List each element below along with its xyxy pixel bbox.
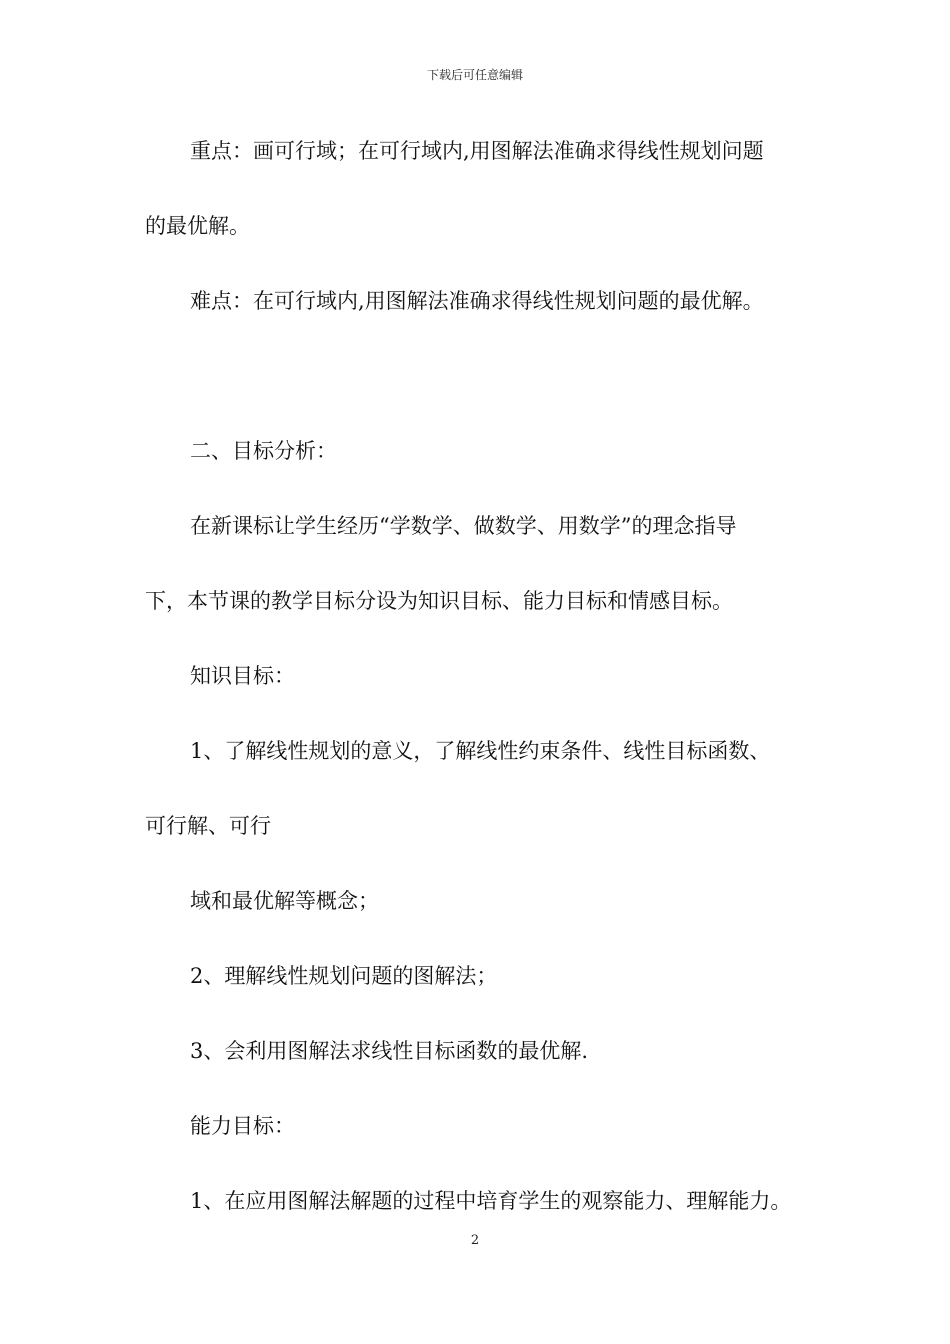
paragraph-goal-intro: 在新课标让学生经历“学数学、做数学、用数学”的理念指导 [190, 514, 737, 538]
paragraph-key-points: 重点：画可行域；在可行域内,用图解法准确求得线性规划问题 [190, 139, 764, 163]
subheading-ability-goals: 能力目标： [190, 1114, 295, 1138]
list-item-knowledge-3: 3、会利用图解法求线性目标函数的最优解. [190, 1039, 589, 1063]
paragraph-goal-intro-cont: 下，本节课的教学目标分设为知识目标、能力目标和情感目标。 [145, 589, 733, 613]
page-header: 下载后可任意编辑 [426, 68, 523, 82]
page-number: 2 [470, 1233, 480, 1248]
subheading-knowledge-goals: 知识目标： [190, 664, 295, 688]
list-item-knowledge-2: 2、理解线性规划问题的图解法； [190, 964, 498, 988]
section-heading-goal-analysis: 二、目标分析： [190, 439, 337, 463]
paragraph-difficult-points: 难点：在可行域内,用图解法准确求得线性规划问题的最优解。 [190, 289, 764, 313]
list-item-knowledge-1-cont2: 域和最优解等概念； [190, 889, 379, 913]
list-item-knowledge-1: 1、了解线性规划的意义，了解线性约束条件、线性目标函数、 [190, 739, 771, 763]
paragraph-key-points-cont: 的最优解。 [145, 214, 250, 238]
list-item-knowledge-1-cont: 可行解、可行 [145, 814, 271, 838]
list-item-ability-1: 1、在应用图解法解题的过程中培育学生的观察能力、理解能力。 [190, 1189, 792, 1213]
